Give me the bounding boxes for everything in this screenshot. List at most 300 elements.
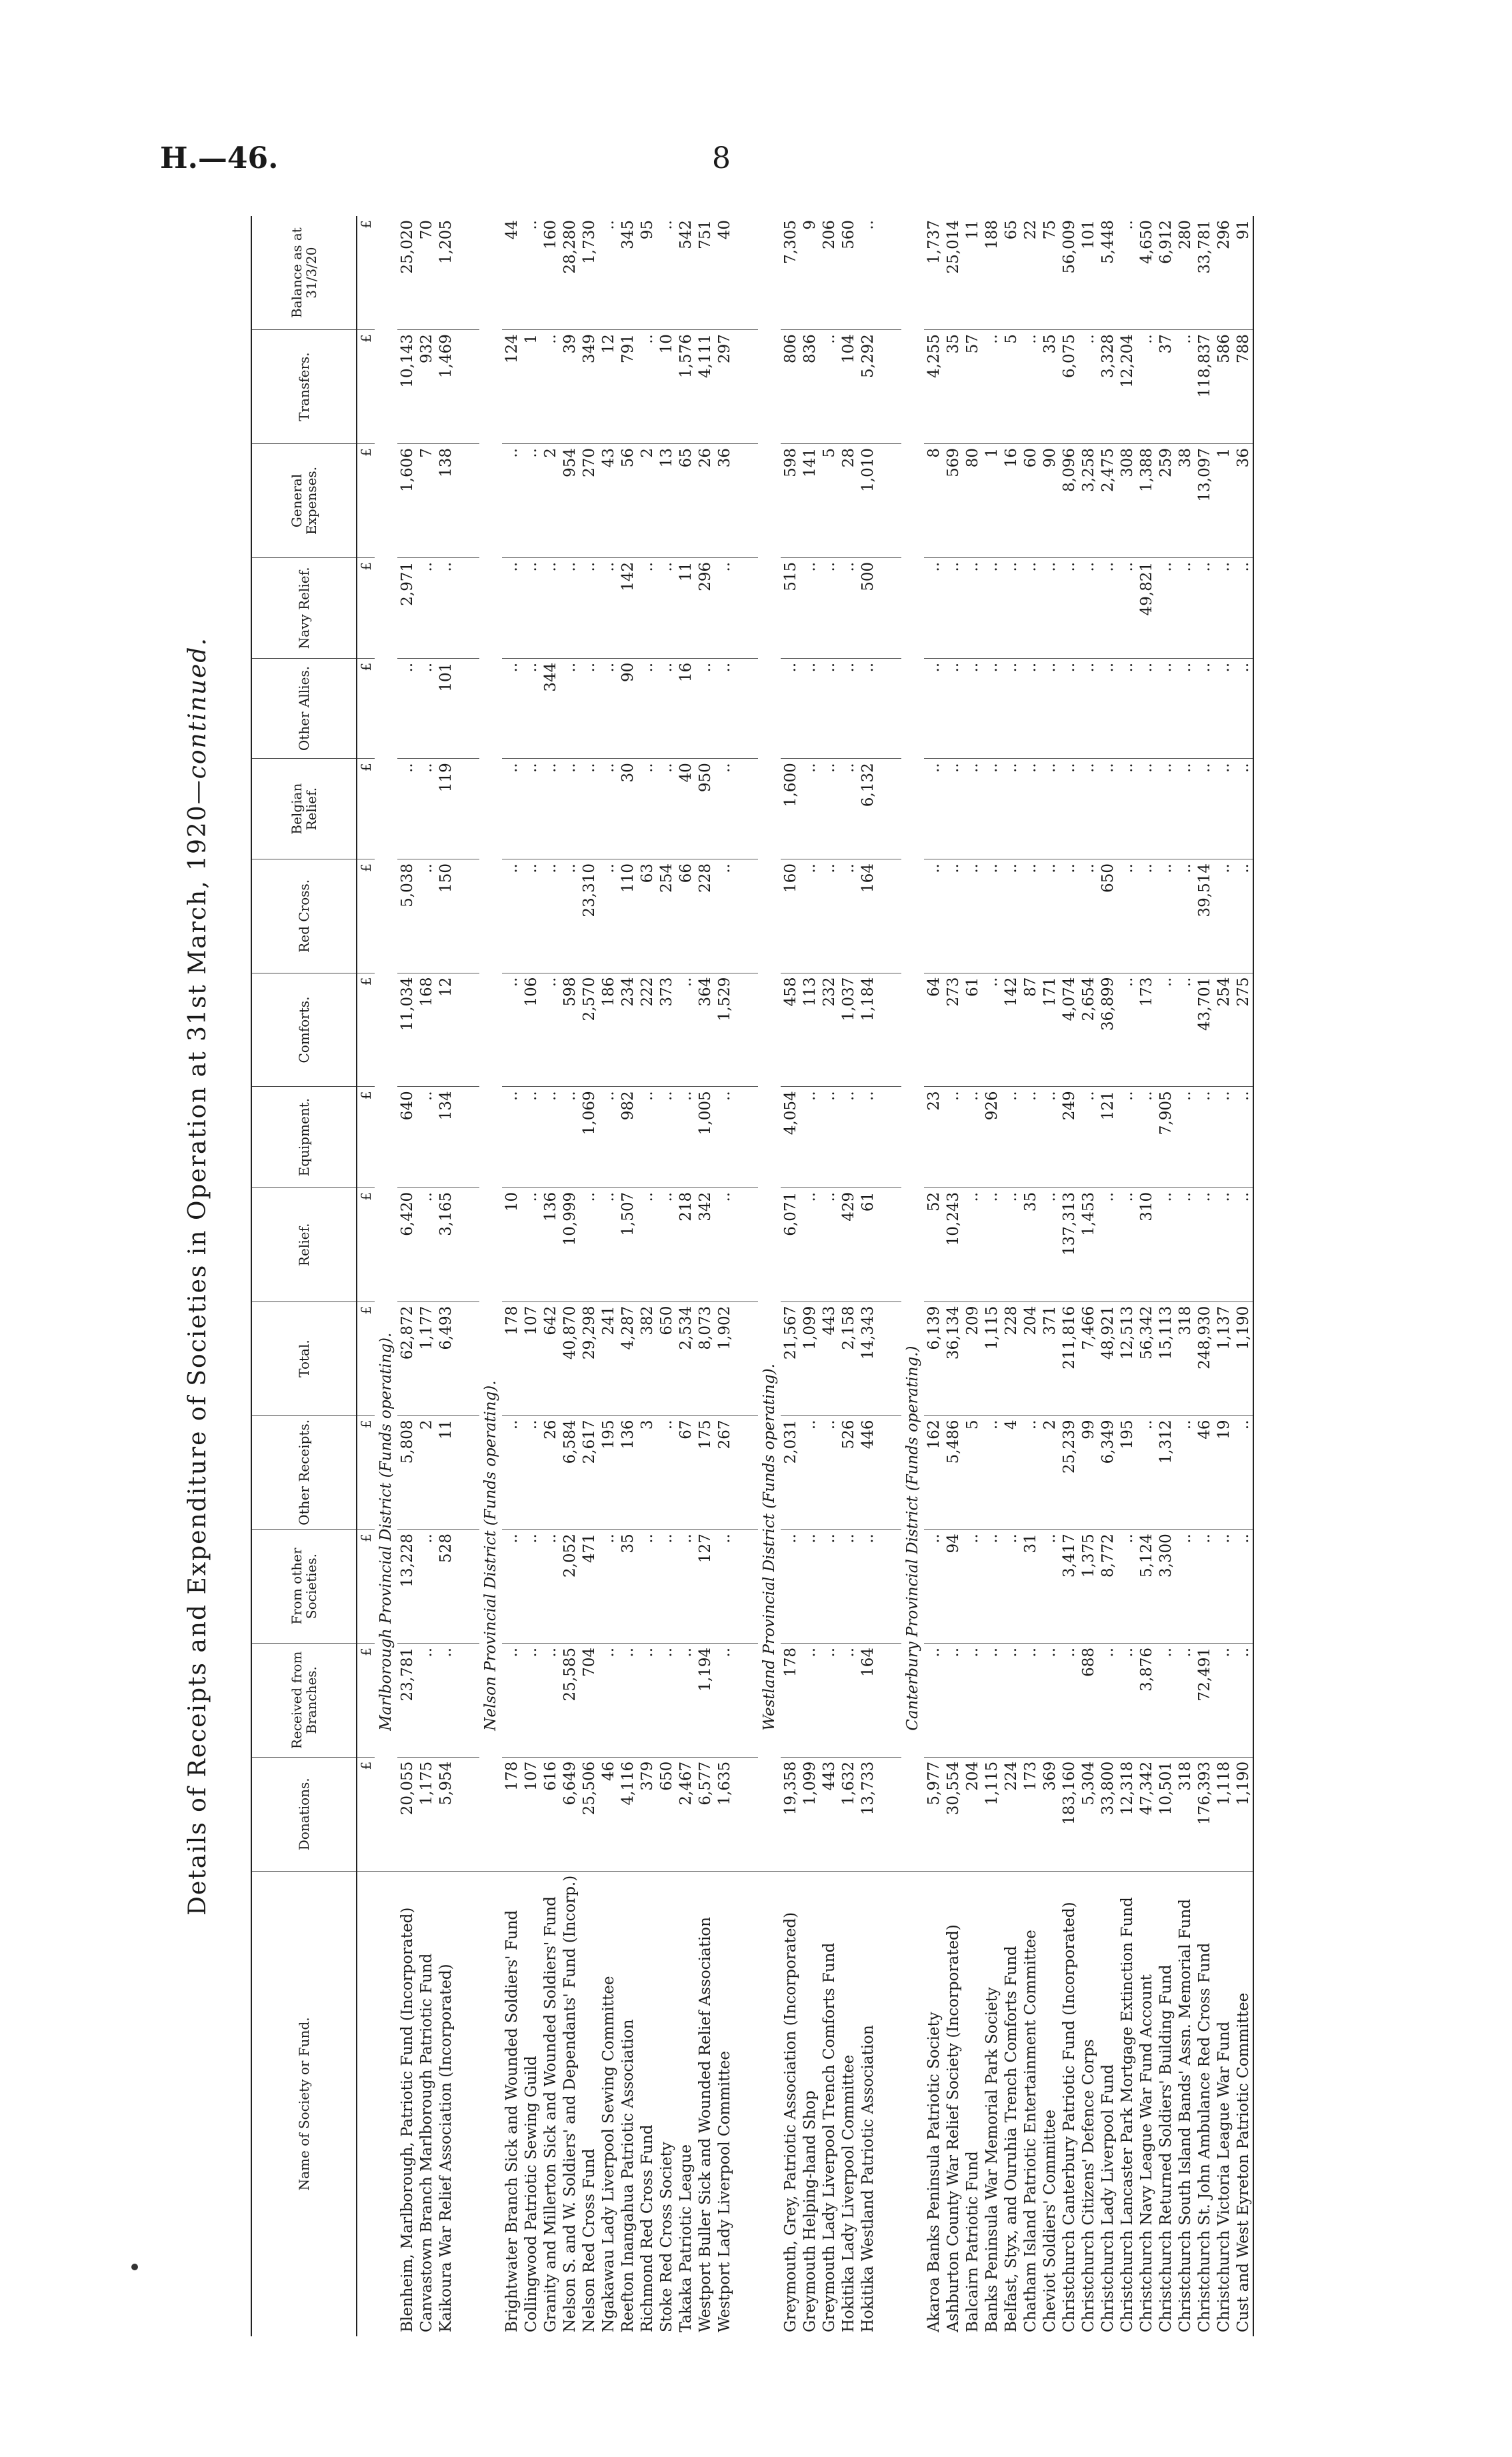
amount-cell: 99 <box>1079 1416 1098 1530</box>
spacer-cell <box>734 759 758 859</box>
currency-cell: £ <box>357 973 375 1087</box>
stray-dot <box>131 2264 138 2270</box>
amount-cell: 5,124 <box>1137 1530 1156 1644</box>
amount-cell: .. <box>579 1187 599 1302</box>
spacer-cell <box>455 1757 479 1871</box>
amount-cell: 254 <box>657 859 676 973</box>
amount-cell: .. <box>521 1187 541 1302</box>
amount-cell: .. <box>858 1530 877 1644</box>
table-row <box>1175 216 1195 2336</box>
amount-cell: 3,328 <box>1098 330 1117 444</box>
amount-cell: .. <box>618 1643 637 1757</box>
column-header: Navy Relief. <box>251 557 357 658</box>
spacer-cell <box>877 1087 901 1188</box>
amount-cell: .. <box>819 1187 839 1302</box>
amount-cell: 954 <box>560 444 579 558</box>
table-row <box>1195 216 1214 2336</box>
amount-cell: .. <box>1175 859 1195 973</box>
title-suffix: —continued. <box>184 637 211 805</box>
amount-cell: .. <box>1175 658 1195 758</box>
society-name: Christchurch Victoria League War Fund <box>1215 2021 1233 2332</box>
rotated-table-region <box>184 216 1304 2336</box>
amount-cell: .. <box>637 1187 657 1302</box>
amount-cell: 5,486 <box>943 1416 963 1530</box>
amount-cell: .. <box>1098 658 1117 758</box>
amount-cell: 308 <box>1117 444 1137 558</box>
amount-cell: 364 <box>695 973 715 1087</box>
amount-cell: 275 <box>1233 973 1253 1087</box>
amount-cell: .. <box>819 1530 839 1644</box>
amount-cell: .. <box>800 859 819 973</box>
amount-cell: .. <box>1175 1087 1195 1188</box>
amount-cell: .. <box>1040 859 1059 973</box>
amount-cell: .. <box>982 1643 1001 1757</box>
amount-cell: 107 <box>521 1757 541 1871</box>
amount-cell: .. <box>1040 759 1059 859</box>
amount-cell: .. <box>1156 658 1175 758</box>
amount-cell: 1,375 <box>1079 1530 1098 1644</box>
amount-cell: 75 <box>1040 216 1059 330</box>
amount-cell: .. <box>1098 759 1117 859</box>
society-name: Christchurch Lancaster Park Mortgage Extinction Fund <box>1118 1897 1136 2332</box>
amount-cell: .. <box>963 1087 982 1188</box>
amount-cell: 1,469 <box>436 330 455 444</box>
amount-cell: 101 <box>1079 216 1098 330</box>
amount-cell: .. <box>1021 557 1040 658</box>
district-spacer-cell <box>901 1871 924 2336</box>
amount-cell: .. <box>1175 973 1195 1087</box>
amount-cell: .. <box>982 1187 1001 1302</box>
amount-cell: 8,073 <box>695 1302 715 1416</box>
district-label: Canterbury Provincial District (Funds operating.) <box>904 1346 921 1731</box>
amount-cell: 1,529 <box>715 973 734 1087</box>
amount-cell: .. <box>560 859 579 973</box>
amount-cell: 515 <box>781 557 800 658</box>
amount-cell: 7,305 <box>781 216 800 330</box>
society-name: Christchurch Navy League War Fund Account <box>1137 1974 1155 2332</box>
spacer-cell <box>734 1187 758 1302</box>
society-name: Ngakawau Lady Liverpool Sewing Committee <box>599 1976 617 2332</box>
amount-cell: .. <box>1137 859 1156 973</box>
amount-cell: 345 <box>618 216 637 330</box>
column-header: Donations. <box>251 1757 357 1871</box>
amount-cell: .. <box>1137 330 1156 444</box>
amount-cell: 2,654 <box>1079 973 1098 1087</box>
amount-cell: 12 <box>599 330 618 444</box>
amount-cell: 164 <box>858 859 877 973</box>
amount-cell: 2 <box>637 444 657 558</box>
amount-cell: 371 <box>1040 1302 1059 1416</box>
table-row <box>924 216 943 2336</box>
amount-cell: .. <box>657 658 676 758</box>
amount-cell: .. <box>839 1087 858 1188</box>
amount-cell: .. <box>982 330 1001 444</box>
amount-cell: .. <box>521 216 541 330</box>
amount-cell: 56,009 <box>1059 216 1079 330</box>
amount-cell: 35 <box>943 330 963 444</box>
amount-cell: 542 <box>676 216 695 330</box>
currency-cell: £ <box>357 557 375 658</box>
amount-cell: 6,584 <box>560 1416 579 1530</box>
society-name: Greymouth Helping-hand Shop <box>801 2090 819 2332</box>
amount-cell: 70 <box>417 216 436 330</box>
amount-cell: .. <box>1233 1187 1253 1302</box>
amount-cell: 1 <box>982 444 1001 558</box>
amount-cell: 186 <box>599 973 618 1087</box>
amount-cell: 124 <box>502 330 521 444</box>
society-name: Cust and West Eyreton Patriotic Committee <box>1233 1871 1253 2336</box>
amount-cell: 48,921 <box>1098 1302 1117 1416</box>
district-label: Westland Provincial District (Funds operating). <box>761 1364 778 1731</box>
amount-cell: .. <box>1117 658 1137 758</box>
amount-cell: 106 <box>521 973 541 1087</box>
society-name: Kaikoura War Relief Association (Incorporated) <box>437 1964 455 2332</box>
amount-cell: .. <box>541 1643 560 1757</box>
amount-cell: 650 <box>657 1302 676 1416</box>
amount-cell: 56,342 <box>1137 1302 1156 1416</box>
amount-cell: 1,177 <box>417 1302 436 1416</box>
amount-cell: 33,781 <box>1195 216 1214 330</box>
amount-cell: .. <box>1040 1643 1059 1757</box>
amount-cell: .. <box>502 759 521 859</box>
spacer-cell <box>455 1871 479 2336</box>
amount-cell: 1,115 <box>982 1302 1001 1416</box>
amount-cell: 1 <box>521 330 541 444</box>
spacer-cell <box>455 859 479 973</box>
table-row <box>800 216 819 2336</box>
amount-cell: .. <box>1233 759 1253 859</box>
amount-cell: 3,300 <box>1156 1530 1175 1644</box>
society-name: Greymouth Lady Liverpool Trench Comforts Fund <box>820 1942 838 2332</box>
amount-cell: .. <box>541 330 560 444</box>
spacer-row <box>734 216 758 2336</box>
spacer-cell <box>877 1871 901 2336</box>
district-spacer-cell <box>375 1871 397 2336</box>
amount-cell: 4,255 <box>924 330 943 444</box>
amount-cell: 1,606 <box>397 444 417 558</box>
amount-cell: 788 <box>1233 330 1253 444</box>
amount-cell: 1,507 <box>618 1187 637 1302</box>
amount-cell: .. <box>1001 557 1021 658</box>
amount-cell: .. <box>1001 1187 1021 1302</box>
amount-cell: 52 <box>924 1187 943 1302</box>
amount-cell: .. <box>924 1643 943 1757</box>
column-header: Red Cross. <box>251 859 357 973</box>
amount-cell: 47,342 <box>1137 1757 1156 1871</box>
amount-cell: .. <box>599 1643 618 1757</box>
amount-cell: 36,134 <box>943 1302 963 1416</box>
amount-cell: .. <box>982 1416 1001 1530</box>
amount-cell: 173 <box>1021 1757 1040 1871</box>
amount-cell: .. <box>924 658 943 758</box>
amount-cell: .. <box>1156 1187 1175 1302</box>
table-row <box>839 216 858 2336</box>
amount-cell: .. <box>839 1530 858 1644</box>
amount-cell: .. <box>560 759 579 859</box>
amount-cell: .. <box>800 759 819 859</box>
table-body <box>357 216 1253 2336</box>
amount-cell: 39 <box>560 330 579 444</box>
amount-cell: .. <box>1156 759 1175 859</box>
amount-cell: 110 <box>618 859 637 973</box>
amount-cell: .. <box>1137 759 1156 859</box>
amount-cell: .. <box>541 557 560 658</box>
spacer-cell <box>734 444 758 558</box>
amount-cell: 569 <box>943 444 963 558</box>
amount-cell: 650 <box>657 1757 676 1871</box>
table-row <box>417 216 436 2336</box>
amount-cell: 60 <box>1021 444 1040 558</box>
amount-cell: .. <box>560 658 579 758</box>
amount-cell: 5,448 <box>1098 216 1117 330</box>
amount-cell: .. <box>599 759 618 859</box>
amount-cell: 66 <box>676 859 695 973</box>
amount-cell: 4,111 <box>695 330 715 444</box>
amount-cell: .. <box>800 658 819 758</box>
district-heading <box>901 216 924 1871</box>
amount-cell: 25,585 <box>560 1643 579 1757</box>
amount-cell: .. <box>1079 859 1098 973</box>
amount-cell: 23 <box>924 1087 943 1188</box>
amount-cell: 13,097 <box>1195 444 1214 558</box>
table-row <box>676 216 695 2336</box>
amount-cell: 7,466 <box>1079 1302 1098 1416</box>
amount-cell: .. <box>943 859 963 973</box>
amount-cell: .. <box>982 759 1001 859</box>
amount-cell: 1,069 <box>579 1087 599 1188</box>
section-reference: H.—46. <box>160 141 279 175</box>
amount-cell: 10 <box>657 330 676 444</box>
spacer-cell <box>877 1187 901 1302</box>
amount-cell: 142 <box>1001 973 1021 1087</box>
amount-cell: .. <box>541 859 560 973</box>
district-heading <box>479 216 502 1871</box>
amount-cell: .. <box>1117 759 1137 859</box>
amount-cell: .. <box>502 658 521 758</box>
amount-cell: 228 <box>1001 1302 1021 1416</box>
amount-cell: 101 <box>436 658 455 758</box>
amount-cell: 2,052 <box>560 1530 579 1644</box>
amount-cell: .. <box>1117 216 1137 330</box>
amount-cell: .. <box>521 759 541 859</box>
amount-cell: 7 <box>417 444 436 558</box>
amount-cell: 8,772 <box>1098 1530 1117 1644</box>
currency-cell: £ <box>357 444 375 558</box>
amount-cell: 3,165 <box>436 1187 455 1302</box>
amount-cell: 13,733 <box>858 1757 877 1871</box>
amount-cell: .. <box>417 759 436 859</box>
amount-cell: 1,137 <box>1214 1302 1233 1416</box>
amount-cell: .. <box>800 1187 819 1302</box>
amount-cell: 164 <box>858 1643 877 1757</box>
amount-cell: .. <box>521 1416 541 1530</box>
amount-cell: 2 <box>1040 1416 1059 1530</box>
amount-cell: .. <box>657 1530 676 1644</box>
table-row <box>1137 216 1156 2336</box>
amount-cell: 11 <box>963 216 982 330</box>
society-name: Stoke Red Cross Society <box>657 2142 675 2332</box>
amount-cell: 297 <box>715 330 734 444</box>
table-row <box>502 216 521 2336</box>
amount-cell: .. <box>657 216 676 330</box>
amount-cell: 12,318 <box>1117 1757 1137 1871</box>
amount-cell: 11,034 <box>397 973 417 1087</box>
amount-cell: 30,554 <box>943 1757 963 1871</box>
amount-cell: 204 <box>963 1757 982 1871</box>
amount-cell: .. <box>1137 1416 1156 1530</box>
amount-cell: .. <box>521 658 541 758</box>
spacer-cell <box>734 1757 758 1871</box>
amount-cell: 6,649 <box>560 1757 579 1871</box>
amount-cell: 273 <box>943 973 963 1087</box>
amount-cell: .. <box>657 1187 676 1302</box>
amount-cell: 20,055 <box>397 1757 417 1871</box>
amount-cell: 28,280 <box>560 216 579 330</box>
spacer-cell <box>734 1871 758 2336</box>
amount-cell: .. <box>715 1643 734 1757</box>
amount-cell: 43 <box>599 444 618 558</box>
amount-cell: 2,971 <box>397 557 417 658</box>
spacer-cell <box>877 557 901 658</box>
amount-cell: .. <box>1059 658 1079 758</box>
amount-cell: .. <box>1117 1187 1137 1302</box>
amount-cell: .. <box>1001 1087 1021 1188</box>
amount-cell: .. <box>502 1087 521 1188</box>
amount-cell: 218 <box>676 1187 695 1302</box>
amount-cell: .. <box>1059 557 1079 658</box>
spacer-cell <box>877 330 901 444</box>
amount-cell: 4,074 <box>1059 973 1079 1087</box>
amount-cell: 1,005 <box>695 1087 715 1188</box>
table-row <box>657 216 676 2336</box>
amount-cell: .. <box>1156 973 1175 1087</box>
column-header: Comforts. <box>251 973 357 1087</box>
society-name: Richmond Red Cross Fund <box>638 2124 656 2332</box>
amount-cell: .. <box>502 1530 521 1644</box>
amount-cell: .. <box>1040 557 1059 658</box>
society-name: Brightwater Branch Sick and Wounded Soldiers' Fund <box>503 1910 521 2332</box>
amount-cell: .. <box>1021 759 1040 859</box>
amount-cell: 379 <box>637 1757 657 1871</box>
amount-cell: 446 <box>858 1416 877 1530</box>
amount-cell: 598 <box>560 973 579 1087</box>
amount-cell: .. <box>819 859 839 973</box>
society-name: Blenheim, Marlborough, Patriotic Fund (Incorporated) <box>398 1907 416 2332</box>
amount-cell: .. <box>858 1087 877 1188</box>
currency-cell: £ <box>357 1643 375 1757</box>
amount-cell: .. <box>982 557 1001 658</box>
amount-cell: 183,160 <box>1059 1757 1079 1871</box>
district-heading <box>375 216 397 1871</box>
column-header: Belgian Relief. <box>251 759 357 859</box>
currency-cell: £ <box>357 1416 375 1530</box>
amount-cell: .. <box>1021 1643 1040 1757</box>
society-name: Balcairn Patriotic Fund <box>963 2151 981 2332</box>
amount-cell: .. <box>819 658 839 758</box>
spacer-cell <box>455 557 479 658</box>
amount-cell: 12,513 <box>1117 1302 1137 1416</box>
spacer-cell <box>455 330 479 444</box>
amount-cell: 751 <box>695 216 715 330</box>
table-row <box>1214 216 1233 2336</box>
amount-cell: .. <box>963 759 982 859</box>
amount-cell: .. <box>599 1530 618 1644</box>
amount-cell: .. <box>1137 658 1156 758</box>
amount-cell: 142 <box>618 557 637 658</box>
amount-cell: 56 <box>618 444 637 558</box>
amount-cell: .. <box>819 1087 839 1188</box>
society-name: Westport Lady Liverpool Committee <box>715 2051 733 2332</box>
amount-cell: .. <box>1059 759 1079 859</box>
amount-cell: .. <box>1117 1643 1137 1757</box>
currency-cell: £ <box>357 1302 375 1416</box>
amount-cell: 2,534 <box>676 1302 695 1416</box>
amount-cell: .. <box>963 658 982 758</box>
amount-cell: .. <box>1175 1187 1195 1302</box>
table-row <box>618 216 637 2336</box>
spacer-cell <box>734 330 758 444</box>
table-row <box>1021 216 1040 2336</box>
amount-cell: .. <box>579 759 599 859</box>
amount-cell: .. <box>560 557 579 658</box>
amount-cell: .. <box>1040 1530 1059 1644</box>
district-label: Nelson Provincial District (Funds operating). <box>482 1380 499 1731</box>
amount-cell: .. <box>1001 1530 1021 1644</box>
amount-cell: 318 <box>1175 1302 1195 1416</box>
amount-cell: 1,175 <box>417 1757 436 1871</box>
amount-cell: 127 <box>695 1530 715 1644</box>
amount-cell: .. <box>800 1643 819 1757</box>
amount-cell: 209 <box>963 1302 982 1416</box>
society-name: Cheviot Soldiers' Committee <box>1041 2110 1059 2332</box>
amount-cell: 4,116 <box>618 1757 637 1871</box>
amount-cell: 1,115 <box>982 1757 1001 1871</box>
amount-cell: .. <box>676 1087 695 1188</box>
amount-cell: .. <box>1117 557 1137 658</box>
amount-cell: .. <box>502 557 521 658</box>
amount-cell: .. <box>436 1643 455 1757</box>
spacer-cell <box>877 1416 901 1530</box>
funds-table <box>251 216 1254 2336</box>
spacer-cell <box>734 859 758 973</box>
amount-cell: 40,870 <box>560 1302 579 1416</box>
amount-cell: .. <box>417 859 436 973</box>
amount-cell: 25,020 <box>397 216 417 330</box>
amount-cell: 30 <box>618 759 637 859</box>
amount-cell: 3,417 <box>1059 1530 1079 1644</box>
amount-cell: 40 <box>676 759 695 859</box>
amount-cell: 25,506 <box>579 1757 599 1871</box>
amount-cell: .. <box>502 973 521 1087</box>
amount-cell: .. <box>521 1087 541 1188</box>
column-header: Transfers. <box>251 330 357 444</box>
amount-cell: 1,099 <box>800 1302 819 1416</box>
amount-cell: .. <box>839 859 858 973</box>
amount-cell: .. <box>858 216 877 330</box>
spacer-cell <box>734 1530 758 1644</box>
amount-cell: .. <box>1175 1643 1195 1757</box>
amount-cell: .. <box>819 1643 839 1757</box>
amount-cell: 46 <box>599 1757 618 1871</box>
amount-cell: .. <box>1117 1530 1137 1644</box>
amount-cell: 14,343 <box>858 1302 877 1416</box>
amount-cell: 3 <box>637 1416 657 1530</box>
amount-cell: 38 <box>1175 444 1195 558</box>
amount-cell: 16 <box>1001 444 1021 558</box>
society-name: Ashburton County War Relief Society (Incorporated) <box>944 1924 962 2332</box>
amount-cell: .. <box>1001 759 1021 859</box>
amount-cell: .. <box>924 759 943 859</box>
